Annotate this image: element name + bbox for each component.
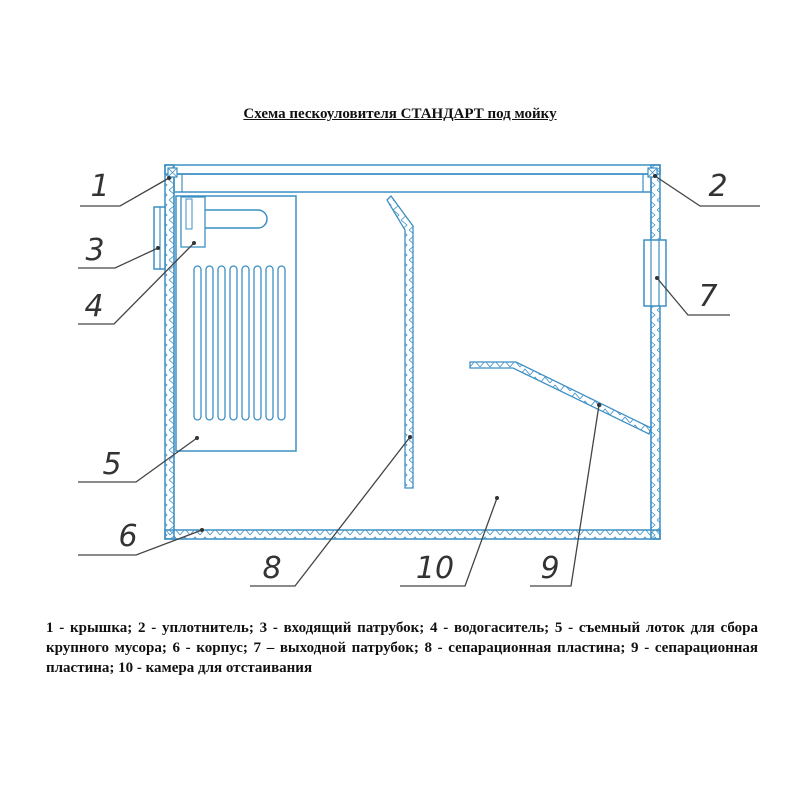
callout-3: 3 [85, 233, 105, 268]
legend-text: 1 - крышка; 2 - уплотнитель; 3 - входящий патрубок; 4 - водогаситель; 5 - съемный лоток для сбора крупного мусора; 6 - корпус; 7 – выходной патрубок; 8 - сепарационная пластина; 9 - сепарационная пластина; 10 - камера для отстаивания [46, 620, 758, 676]
callout-2: 2 [708, 169, 728, 204]
callout-7: 7 [698, 279, 718, 314]
separation-plate-8 [387, 196, 413, 488]
callout-8: 8 [262, 551, 282, 586]
lid [165, 165, 660, 192]
debris-tray [176, 196, 296, 451]
callout-6: 6 [118, 519, 138, 554]
callout-9: 9 [540, 551, 560, 586]
seal [168, 168, 657, 177]
right-wall [651, 165, 660, 539]
callout-1: 1 [90, 169, 110, 204]
separation-plate-9 [470, 362, 651, 434]
callout-10: 10 [415, 551, 455, 586]
callout-5: 5 [102, 447, 122, 482]
left-wall [165, 165, 174, 539]
inlet-pipe [154, 207, 165, 269]
water-damper [181, 197, 205, 247]
bottom-wall [165, 530, 660, 539]
callout-4: 4 [84, 289, 104, 324]
diagram-title: Схема пескоуловителя СТАНДАРТ под мойку [243, 106, 557, 122]
outlet-pipe [644, 240, 666, 306]
